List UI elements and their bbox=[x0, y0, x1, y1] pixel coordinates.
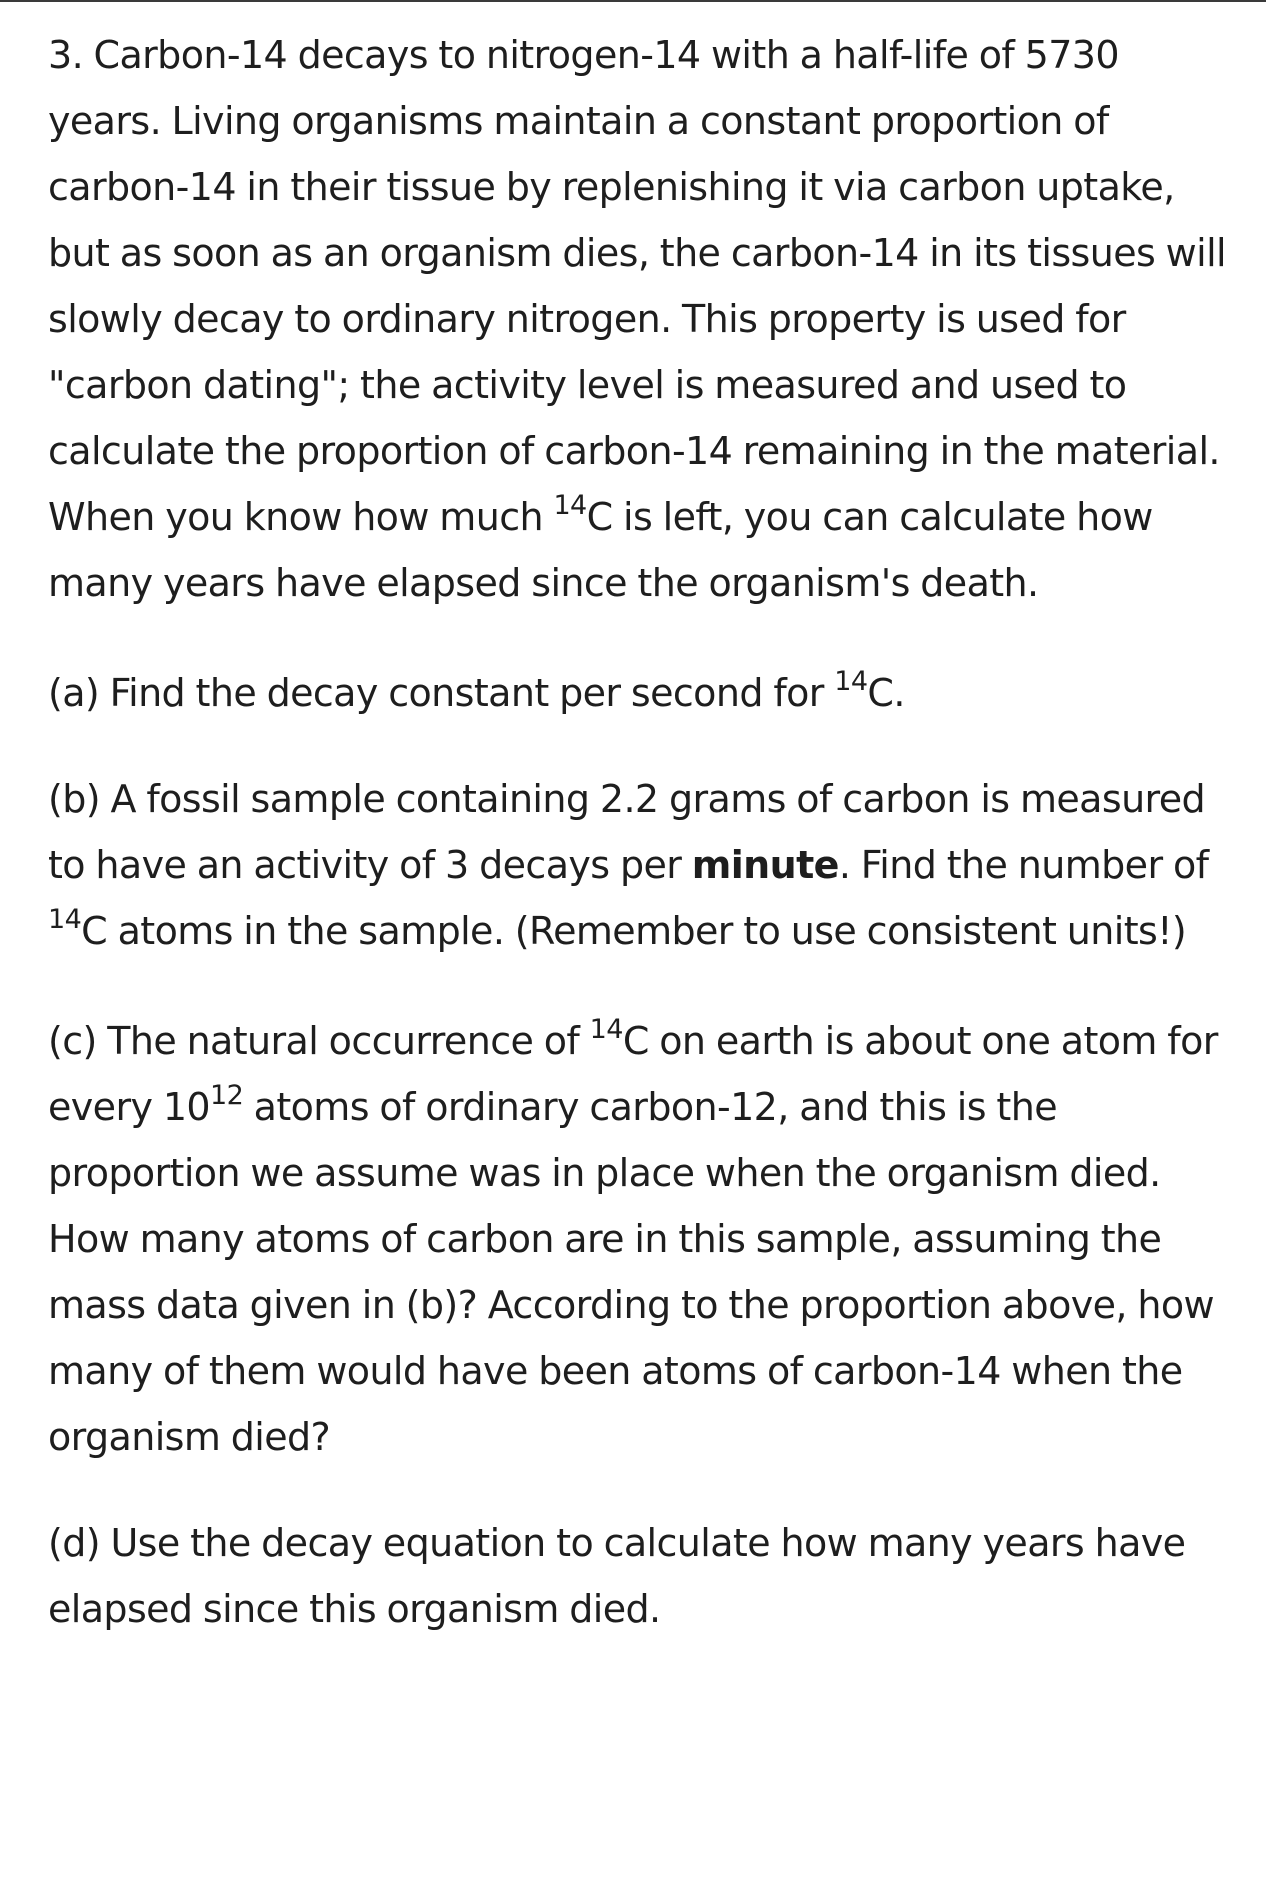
isotope-superscript: 14 bbox=[48, 903, 82, 935]
isotope-superscript: 14 bbox=[834, 665, 868, 697]
part-c-text-end: atoms of ordinary carbon-12, and this is the proportion we assume was in place when the organism died. How many atoms of carbon are in this sample, assuming the mass data given in (b)? According to the proportion above, how many of them would have been atoms of carbon-14 when the organism died? bbox=[48, 1085, 1214, 1459]
part-c-text: (c) The natural occurrence of bbox=[48, 1019, 590, 1063]
part-a-text: (a) Find the decay constant per second for bbox=[48, 671, 835, 715]
part-d-text: (d) Use the decay equation to calculate how many years have elapsed since this organism died. bbox=[48, 1521, 1186, 1631]
question-part-d bbox=[48, 1510, 1238, 1642]
part-b-text: (b) A fossil sample containing 2.2 grams of carbon is measured to have an activity of 3 decays per bbox=[48, 777, 1206, 887]
problem-document bbox=[48, 22, 1238, 1642]
question-part-a bbox=[48, 660, 1238, 726]
question-part-b bbox=[48, 766, 1238, 964]
part-b-text-middle: . Find the number of bbox=[838, 843, 1209, 887]
question-part-c bbox=[48, 1008, 1238, 1470]
part-a-text-end: C. bbox=[867, 671, 905, 715]
problem-intro-text: 3. Carbon-14 decays to nitrogen-14 with a half-life of 5730 years. Living organisms maintain a constant proportion of carbon-14 in their tissue by replenishing it via carbon uptake, but as soon as an organism dies, the carbon-14 in its tissues will slowly decay to ordinary nitrogen. This property is used for "carbon dating"; the activity level is measured and used to calculate the proportion of carbon-14 remaining in the material. When you know how much bbox=[48, 33, 1227, 539]
part-c-text-middle: C on earth is about one atom for every 10 bbox=[48, 1019, 1218, 1129]
part-b-text-end: C atoms in the sample. (Remember to use consistent units!) bbox=[81, 909, 1187, 953]
isotope-superscript: 14 bbox=[589, 1013, 623, 1045]
top-border bbox=[0, 0, 1266, 2]
exponent-superscript: 12 bbox=[210, 1079, 244, 1111]
problem-intro-text-continued: C is left, you can calculate how many years have elapsed since the organism's death. bbox=[48, 495, 1153, 605]
emphasized-unit: minute bbox=[691, 843, 839, 887]
problem-statement bbox=[48, 22, 1238, 616]
isotope-superscript: 14 bbox=[553, 489, 587, 521]
